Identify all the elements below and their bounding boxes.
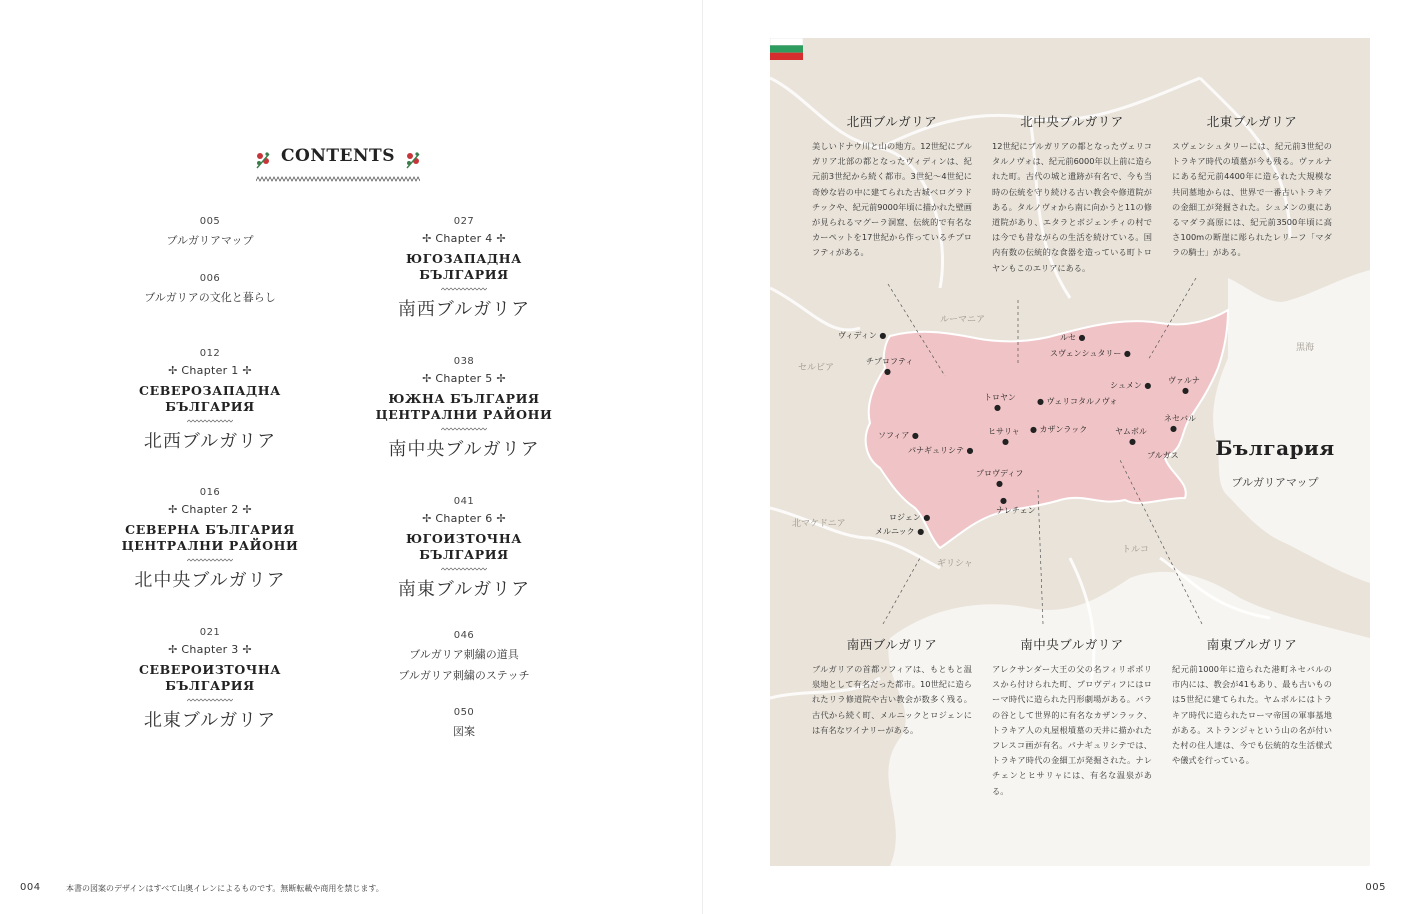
bulgarian-flag-icon	[770, 38, 803, 60]
cyrillic-line: БЪЛГАРИЯ	[419, 267, 509, 282]
chapter-title-cyrillic	[110, 662, 310, 694]
city-name: ヴァルナ	[1168, 376, 1200, 385]
city-panagyurishte: パナギュリシテ ●	[908, 446, 974, 455]
folio-right: 005	[1365, 882, 1386, 893]
ornament-rule	[187, 698, 233, 702]
cyrillic-line: ЦЕНТРАЛНИ РАЙОНИ	[375, 407, 553, 422]
chapter-label	[110, 503, 310, 516]
city-yambol: ヤムボル ●	[1115, 427, 1147, 446]
chapter-number: Chapter 4	[435, 232, 493, 245]
city-name: ルセ	[1060, 333, 1076, 342]
city-name: プロヴディフ	[976, 469, 1024, 478]
page-gutter	[702, 0, 703, 914]
region-text: 12世紀にブルガリアの都となったヴェリコタルノヴォは、紀元前6000年以上前に造られた町。古代の城と遺跡が有名で、今も当時の伝統を守り続ける古い教会や修道院がある。タルノヴォから南に向かうと11の修道院があり、エタラとボジェンチィの村では今でも昔ながらの生活を続けている。国内有数の伝統的な食器を造っている町トロヤンもこのエリアにある。	[992, 141, 1152, 273]
city-name: パナギュリシテ	[908, 446, 964, 455]
region-title: 北中央ブルガリア	[1020, 114, 1124, 129]
city-narechen: ● ナレチェン	[996, 496, 1036, 515]
page-number: 021	[199, 627, 221, 638]
chapter-number: Chapter 6	[435, 512, 493, 525]
city-name: カザンラック	[1039, 425, 1088, 434]
label-black-sea: 黒海	[1296, 343, 1315, 353]
chapter-ornament-icon: ✢	[422, 372, 432, 385]
city-name: ヤムボル	[1115, 427, 1147, 436]
chapter-label	[110, 364, 310, 377]
chapter-title-jp: 北東ブルガリア	[143, 710, 277, 731]
chapter-label	[364, 372, 564, 385]
chapter-number: Chapter 2	[181, 503, 239, 516]
cyrillic-line: СЕВЕРНА БЪЛГАРИЯ	[125, 522, 295, 537]
chapter-label	[364, 512, 564, 525]
city-name: スヴェンシュタリー	[1050, 349, 1122, 358]
entry-label: ブルガリアマップ	[166, 234, 254, 247]
city-kazanlak: ● カザンラック	[1030, 425, 1088, 434]
city-vidin: ヴィディン ●	[838, 331, 887, 340]
region-title: 南東ブルガリア	[1206, 637, 1298, 652]
region-north-central	[992, 112, 1152, 276]
chapter-ornament-icon: ✢	[168, 503, 178, 516]
city-nesebar: ネセバル ●	[1164, 414, 1196, 433]
ornament-rule	[441, 567, 487, 571]
region-south-central	[992, 635, 1152, 799]
toc-chapter-4[interactable]	[364, 216, 564, 321]
chapter-title-jp: 北中央ブルガリア	[134, 570, 286, 591]
region-text: 美しいドナウ川と山の地方。12世紀にブルガリア北部の都となったヴィディンは、紀元前3世紀から続く都市。3世紀〜4世紀に奇妙な岩の中に建てられた古城ベログラドチックや、紀元前9000年頃に描かれた壁画が見られるマグーラ洞窟、伝統的で有名なカーペットを17世紀から作っているチプロフティがある。	[812, 141, 972, 258]
ornament-rule	[441, 287, 487, 291]
entry-label: ブルガリア刺繍の道具	[409, 648, 519, 661]
region-text: スヴェンシュタリーには、紀元前3世紀のトラキア時代の墳墓が今も残る。ヴァルナにある紀元前4400年に造られた大規模な共同墓地からは、世界で一番古いトラキアの金細工が発掘された。シュメンの東にあるマダラ高原には、紀元前3500年頃に高さ100mの断崖に彫られたレリーフ「マダラの騎士」がある。	[1172, 141, 1332, 258]
region-title: 北西ブルガリア	[846, 114, 938, 129]
chapter-title-jp: 北西ブルガリア	[143, 431, 277, 452]
cyrillic-line: БЪЛГАРИЯ	[419, 547, 509, 562]
contents-title: CONTENTS	[281, 146, 395, 166]
toc-chapter-5[interactable]	[364, 356, 564, 461]
city-ruse: ルセ ●	[1060, 333, 1086, 342]
chapter-number: Chapter 3	[181, 643, 239, 656]
city-varna: ヴァルナ ●	[1168, 376, 1200, 395]
chapter-ornament-icon: ✢	[242, 503, 252, 516]
embroidery-flower-icon	[254, 150, 272, 170]
city-chiprovtsi: チプロフティ ●	[866, 357, 914, 376]
city-sveshtari: スヴェンシュタリー ●	[1050, 349, 1131, 358]
region-northwest	[812, 112, 972, 261]
region-title: 北東ブルガリア	[1206, 114, 1298, 129]
city-name: ヒサリャ	[988, 427, 1020, 436]
cyrillic-line: БЪЛГАРИЯ	[165, 399, 255, 414]
chapter-label	[110, 643, 310, 656]
city-melnik: メルニック ●	[875, 527, 925, 536]
page-number: 005	[199, 216, 221, 227]
ornament-rule	[187, 558, 233, 562]
chapter-title-jp: 南中央ブルガリア	[388, 439, 540, 460]
page-number: 027	[453, 216, 475, 227]
city-name: チプロフティ	[866, 357, 914, 366]
ornament-rule	[187, 419, 233, 423]
region-southeast	[1172, 635, 1332, 768]
label-romania: ルーマニア	[940, 315, 986, 325]
embroidery-flower-icon	[404, 150, 422, 170]
chapter-ornament-icon: ✢	[422, 232, 432, 245]
chapter-ornament-icon: ✢	[496, 512, 506, 525]
label-greece: ギリシャ	[937, 559, 973, 569]
city-name: ネセバル	[1164, 414, 1196, 423]
map-country-title: България	[1215, 436, 1335, 460]
city-name: トロヤン	[984, 393, 1016, 402]
entry-label: ブルガリア刺繍のステッチ	[398, 669, 530, 682]
cyrillic-line: ЦЕНТРАЛНИ РАЙОНИ	[121, 538, 299, 553]
chapter-label	[364, 232, 564, 245]
chapter-ornament-icon: ✢	[242, 364, 252, 377]
toc-entry[interactable]	[110, 273, 310, 305]
city-name: シュメン	[1110, 381, 1142, 390]
cyrillic-line: ЮЖНА БЪЛГАРИЯ	[388, 391, 540, 406]
toc-chapter-1[interactable]	[110, 348, 310, 453]
label-serbia: セルビア	[798, 363, 835, 373]
zigzag-divider	[256, 176, 420, 182]
city-name: ナレチェン	[996, 506, 1036, 515]
chapter-ornament-icon: ✢	[242, 643, 252, 656]
bulgaria-map	[770, 38, 1370, 866]
entry-label: ブルガリアの文化と暮らし	[144, 291, 276, 304]
chapter-title-cyrillic	[110, 383, 310, 415]
city-plovdiv: プロヴディフ ●	[976, 469, 1024, 488]
city-name: ブルガス	[1147, 451, 1179, 460]
city-burgas	[1147, 450, 1179, 461]
cyrillic-line: СЕВЕРОИЗТОЧНА	[138, 662, 282, 677]
page-number: 006	[199, 273, 221, 284]
chapter-number: Chapter 1	[181, 364, 239, 377]
chapter-title-jp: 南西ブルガリア	[397, 299, 531, 320]
cyrillic-line: БЪЛГАРИЯ	[165, 678, 255, 693]
ornament-rule	[441, 427, 487, 431]
city-name: ロジェン	[889, 513, 921, 522]
region-northeast	[1172, 112, 1332, 261]
chapter-ornament-icon: ✢	[168, 364, 178, 377]
page-number: 041	[453, 496, 475, 507]
city-shumen: シュメン ●	[1110, 381, 1152, 390]
chapter-number: Chapter 5	[435, 372, 493, 385]
chapter-title-cyrillic	[364, 531, 564, 563]
label-turkey: トルコ	[1122, 545, 1150, 555]
toc-chapter-3[interactable]	[110, 627, 310, 732]
toc-entry[interactable]	[364, 630, 564, 683]
toc-chapter-6[interactable]	[364, 496, 564, 601]
cyrillic-line: ЮГОИЗТОЧНА	[405, 531, 523, 546]
region-title: 南西ブルガリア	[846, 637, 938, 652]
chapter-ornament-icon: ✢	[496, 232, 506, 245]
city-name: ヴィディン	[838, 331, 877, 340]
chapter-ornament-icon: ✢	[422, 512, 432, 525]
city-troyan: トロヤン ●	[984, 393, 1016, 412]
city-name: ソフィア	[878, 431, 910, 440]
chapter-title-cyrillic	[110, 522, 310, 554]
copyright-note: 本書の図案のデザインはすべて山奥イレンによるものです。無断転載や商用を禁じます。	[66, 884, 384, 893]
chapter-ornament-icon: ✢	[168, 643, 178, 656]
entry-label: 図案	[453, 725, 475, 738]
city-hisarya: ヒサリャ ●	[988, 427, 1020, 446]
page-number: 050	[453, 707, 475, 718]
chapter-title-cyrillic	[364, 391, 564, 423]
city-veliko-tarnovo: ● ヴェリコタルノヴォ	[1037, 397, 1118, 406]
page-number: 038	[453, 356, 475, 367]
city-sofia: ソフィア ●	[878, 431, 919, 440]
cyrillic-line: СЕВЕРОЗАПАДНА	[139, 383, 281, 398]
city-name: メルニック	[875, 527, 915, 536]
chapter-title-cyrillic	[364, 251, 564, 283]
page-number: 046	[453, 630, 475, 641]
page-number: 016	[199, 487, 221, 498]
cyrillic-line: ЮГОЗАПАДНА	[406, 251, 522, 266]
toc-entry[interactable]	[364, 707, 564, 739]
city-rozhen: ロジェン ●	[889, 513, 931, 522]
page-number: 012	[199, 348, 221, 359]
region-text: ブルガリアの首都ソフィアは、もともと温泉地として有名だった都市。10世紀に造られたリラ修道院や古い教会が数多く残る。古代から続く町、メルニックとロジェンには有名なワイナリーがある。	[812, 664, 972, 735]
region-text: アレクサンダー大王の父の名フィリポポリスから付けられた町、プロヴディフにはローマ時代に造られた円形劇場がある。バラの谷として世界的に有名なカザンラック、トラキア人の丸屋根墳墓の天井に描かれたフレスコ画が有名。パナギュリシテでは、トラキア時代の金細工が発掘された。ナレチェンとヒサリャには、有名な温泉がある。	[992, 664, 1152, 796]
contents-header	[248, 146, 428, 166]
toc-entry[interactable]	[110, 216, 310, 248]
black-sea-shape	[1213, 270, 1370, 583]
chapter-title-jp: 南東ブルガリア	[397, 579, 531, 600]
city-name: ヴェリコタルノヴォ	[1046, 397, 1118, 406]
folio-left: 004	[20, 882, 41, 893]
region-text: 紀元前1000年に造られた港町ネセバルの市内には、教会が41もあり、最も古いものは5世紀に建てられた。ヤムボルにはトラキア時代に造られたローマ帝国の軍事基地がある。ストランジャという山の名が付いた村の住人達は、今でも伝統的な生活様式や儀式を行っている。	[1172, 664, 1332, 766]
region-southwest	[812, 635, 972, 738]
region-title: 南中央ブルガリア	[1020, 637, 1124, 652]
toc-chapter-2[interactable]	[110, 487, 310, 592]
chapter-ornament-icon: ✢	[496, 372, 506, 385]
label-north-macedonia: 北マケドニア	[792, 519, 846, 529]
map-country-subtitle: ブルガリアマップ	[1231, 476, 1319, 489]
